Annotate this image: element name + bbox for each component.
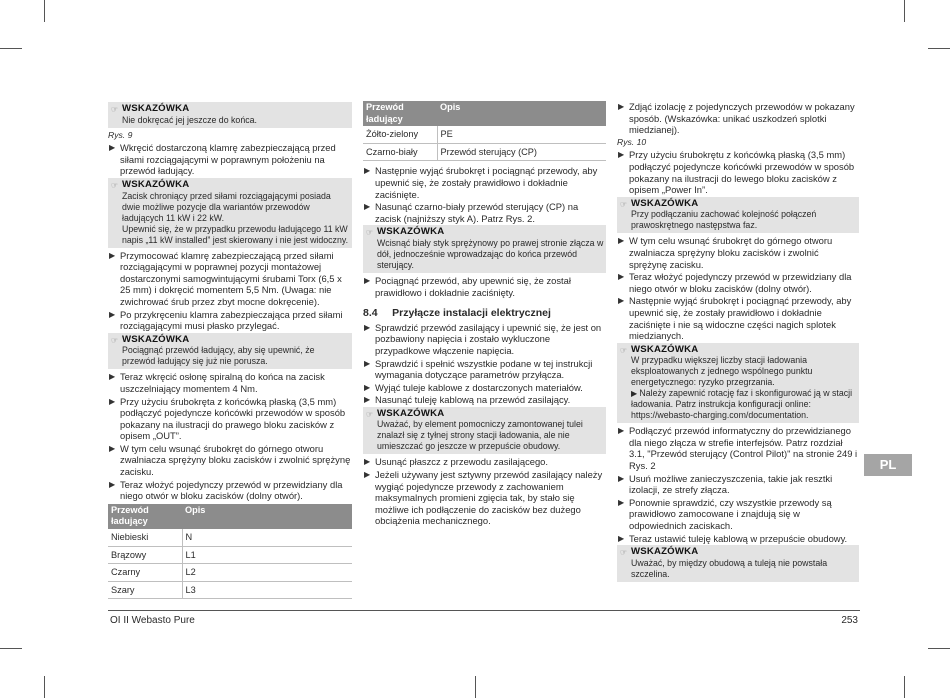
footer-title: OI II Webasto Pure xyxy=(110,615,195,626)
column-3 xyxy=(617,101,859,584)
warning-box xyxy=(617,343,859,424)
warning-title: WSKAZÓWKA xyxy=(631,197,699,209)
warning-text: Upewnić się, że w przypadku przewodu ładującego 11 kW napis „11 kW installed” jest skierowany i nie jest widoczny. xyxy=(122,223,349,245)
warning-box xyxy=(108,333,352,370)
triangle-bullet-icon: ▶ xyxy=(618,150,625,160)
triangle-bullet-icon: ▶ xyxy=(618,102,625,111)
figure-reference: Rys. 10 xyxy=(617,136,647,147)
list-item: ▶ Po przykręceniu klamra zabezpieczająca przed siłami rozciągającymi musi płasko przylegać. xyxy=(109,308,343,332)
crop-mark xyxy=(0,648,22,649)
triangle-bullet-icon: ▶ xyxy=(109,309,116,319)
warning-text: Przy podłączaniu zachować kolejność połączeń prawoskrętnego następstwa faz. xyxy=(631,209,817,231)
crop-mark xyxy=(904,676,905,698)
triangle-bullet-icon: ▶ xyxy=(631,389,640,399)
list-item: ▶ Przy użyciu śrubokręta z końcówką płaską (3,5 mm) podłączyć pojedyncze końcówki przewodów w sposób pokazany na ilustracji do prawego bloku zacisków z opisem „OUT”. xyxy=(109,395,346,442)
crop-mark xyxy=(928,48,950,49)
triangle-bullet-icon: ▶ xyxy=(364,275,371,285)
list-item: ▶ Teraz wkręcić osłonę spiralną do końca na zacisk uszczelniający momentem 4 Nm. xyxy=(109,371,325,394)
list-item: ▶ Pociągnąć przewód, aby upewnić się, że został prawidłowo i dokładnie zaciśnięty. xyxy=(364,274,571,298)
triangle-bullet-icon: ▶ xyxy=(618,296,625,306)
page-number: 253 xyxy=(841,615,858,626)
warning-title: WSKAZÓWKA xyxy=(377,407,445,419)
list-item: ▶ Wyjąć tuleje kablowe z dostarczonych materiałów. xyxy=(364,381,583,393)
warning-box xyxy=(617,545,859,582)
warning-box xyxy=(617,197,859,234)
language-tab: PL xyxy=(864,454,912,476)
column-2 xyxy=(363,101,606,528)
triangle-bullet-icon: ▶ xyxy=(618,497,625,507)
list-item: ▶ Następnie wyjąć śrubokręt i pociągnąć przewody, aby upewnić się, że zostały prawidłowo i dokładnie zaciśnięte i nie są widoczne części nagich splotek miedzianych. xyxy=(618,295,852,342)
warning-text: Uważać, by element pomocniczy zamontowanej tulei znalazł się z tyłnej strony stacji ładowania, ale nie umieszczać go jeszcze w przepuście obudowy. xyxy=(377,419,583,452)
list-item: ▶ Podłączyć przewód informatyczny do przewidzianego dla niego złącza w strefie interfejsów. Patrz rozdział 3.1, "Przewód sterujący (Control Pilot)" na stronie 249 i Rys. 2 xyxy=(618,425,858,472)
triangle-bullet-icon: ▶ xyxy=(364,470,371,480)
crop-mark xyxy=(904,0,905,22)
column-1 xyxy=(108,101,352,603)
section-title: 8.4 Przyłącze instalacji elektrycznej xyxy=(363,307,551,320)
triangle-bullet-icon: ▶ xyxy=(364,358,371,368)
warning-text: Zacisk chroniący przed siłami rozciągającymi posiada dwie możliwe pozycje dla wariantów przewodów ładujących 11 kW i 22 kW. xyxy=(122,190,331,223)
table-row: Czarno-biały Przewód sterujący (CP) xyxy=(363,143,606,161)
hand-pointer-icon: ☞ xyxy=(111,180,119,190)
warning-box xyxy=(108,102,352,128)
warning-box xyxy=(363,225,606,273)
list-item: ▶ Usuń możliwe zanieczyszczenia, takie jak resztki izolacji, ze strefy złącza. xyxy=(618,472,833,496)
figure-reference: Rys. 9 xyxy=(108,129,133,140)
warning-title: WSKAZÓWKA xyxy=(122,178,190,190)
warning-text: Nie dokręcać jej jeszcze do końca. xyxy=(122,114,257,125)
hand-pointer-icon: ☞ xyxy=(620,345,628,355)
list-item: ▶ Teraz ustawić tuleję kablową w przepuście obudowy. xyxy=(618,532,848,544)
triangle-bullet-icon: ▶ xyxy=(109,396,116,406)
table-header: Przewód ładujący xyxy=(363,101,437,126)
crop-mark xyxy=(44,676,45,698)
crop-mark xyxy=(475,676,476,698)
triangle-bullet-icon: ▶ xyxy=(364,202,371,212)
table-header: Opis xyxy=(437,101,606,126)
triangle-bullet-icon: ▶ xyxy=(618,236,625,246)
table-row: Szary L3 xyxy=(108,581,352,599)
crop-mark xyxy=(928,648,950,649)
warning-text: ▶ Należy zapewnić rotację faz i skonfigurować ją w stacji ładowania. Patrz instrukcja konfiguracji online: https://webasto-charging.com/documentation. xyxy=(631,388,853,421)
crop-mark xyxy=(0,48,22,49)
triangle-bullet-icon: ▶ xyxy=(109,479,116,489)
list-item: ▶ Zdjąć izolację z pojedynczych przewodów w pokazany sposób. (Wskazówka: unikać uszkodzeń splotki miedzianej). xyxy=(618,101,855,136)
warning-text: Pociągnąć przewód ładujący, aby się upewnić, że przewód ładujący się już nie porusza. xyxy=(122,345,315,367)
crop-mark xyxy=(44,0,45,22)
triangle-bullet-icon: ▶ xyxy=(364,382,371,392)
list-item: ▶ W tym celu wsunąć śrubokręt do górnego otworu zwalniacza sprężyny bloku zacisków i zwolnić sprężynę zacisku. xyxy=(109,442,351,478)
hand-pointer-icon: ☞ xyxy=(366,228,374,238)
table-header: Przewód ładujący xyxy=(108,504,182,529)
warning-title: WSKAZÓWKA xyxy=(631,343,699,355)
list-item: ▶ Sprawdzić i spełnić wszystkie podane w tej instrukcji wymagania dotyczące parametrów przyłącza. xyxy=(364,357,593,381)
list-item: ▶ Przymocować klamrę zabezpieczającą przed siłami rozciągającymi w poprawnej pozycji montażowej dostarczonymi samogwintującymi śrubami Torx (6,5 x 25 mm) i dokręcić momentem 5,5 Nm. (Uwaga: nie zwichrować śrub przez zbyt mocne dokręcenie). xyxy=(109,249,342,307)
triangle-bullet-icon: ▶ xyxy=(364,166,371,176)
warning-text: Wcisnąć biały styk sprężynowy po prawej stronie złącza w dół, jednocześnie wprowadzając do końca przewód sterujący. xyxy=(377,237,604,270)
table-row: Brązowy L1 xyxy=(108,546,352,564)
list-item: ▶ Następnie wyjąć śrubokręt i pociągnąć przewody, aby upewnić się, że zostały prawidłowo i dokładnie zaciśnięte. xyxy=(364,165,598,200)
triangle-bullet-icon: ▶ xyxy=(618,533,625,543)
triangle-bullet-icon: ▶ xyxy=(364,322,371,332)
list-item: ▶ Nasunąć tuleję kablową na przewód zasilający. xyxy=(364,394,571,406)
warning-box xyxy=(363,407,606,455)
wire-table xyxy=(363,101,606,161)
table-row: Niebieski N xyxy=(108,529,352,546)
warning-text: Uważać, by między obudową a tuleją nie powstała szczelina. xyxy=(631,557,828,579)
triangle-bullet-icon: ▶ xyxy=(618,426,625,436)
list-item: ▶ Teraz włożyć pojedynczy przewód w przewidziany dla niego otwór w bloku zacisków (dolny otwór). xyxy=(618,271,852,294)
triangle-bullet-icon: ▶ xyxy=(618,272,625,282)
warning-title: WSKAZÓWKA xyxy=(122,103,190,114)
triangle-bullet-icon: ▶ xyxy=(109,443,116,453)
list-item: ▶ Sprawdzić przewód zasilający i upewnić się, że jest on pozbawiony napięcia i zostało wykluczone przypadkowe włączenie napięcia. xyxy=(364,321,602,356)
wire-table xyxy=(108,504,352,600)
warning-title: WSKAZÓWKA xyxy=(377,226,445,238)
list-item: ▶ Ponownie sprawdzić, czy wszystkie przewody są prawidłowo zamocowane i znajdują się w odpowiednich zaciskach. xyxy=(618,496,832,532)
table-row: Żółto-zielony PE xyxy=(363,126,606,143)
triangle-bullet-icon: ▶ xyxy=(364,457,371,467)
triangle-bullet-icon: ▶ xyxy=(109,250,116,260)
warning-text: W przypadku większej liczby stacji ładowania eksploatowanych z jednego wspólnego punktu energetycznego: ryzyko przegrzania. xyxy=(631,355,813,388)
list-item: ▶ Wkręcić dostarczoną klamrę zabezpieczającą przed siłami rozciągającymi w poprawnym położeniu na przewód ładujący. xyxy=(109,142,336,177)
hand-pointer-icon: ☞ xyxy=(620,199,628,209)
triangle-bullet-icon: ▶ xyxy=(364,395,371,405)
list-item: ▶ Teraz włożyć pojedynczy przewód w przewidziany dla niego otwór w bloku zacisków (dolny otwór). xyxy=(109,478,343,502)
list-item: ▶ Jeżeli używany jest sztywny przewód zasilający należy wygiąć pojedyncze przewody z zachowaniem maksymalnych promieni zgięcia tak, by stało się możliwe ich podłączenie do zacisków bez dużego obciążenia mechanicznego. xyxy=(364,469,603,527)
hand-pointer-icon: ☞ xyxy=(620,548,628,558)
hand-pointer-icon: ☞ xyxy=(366,409,374,419)
list-item: ▶ Nasunąć czarno-biały przewód sterujący (CP) na zacisk (najniższy styk A). Patrz Rys. 2. xyxy=(364,201,579,224)
hand-pointer-icon: ☞ xyxy=(111,335,119,345)
triangle-bullet-icon: ▶ xyxy=(109,372,116,382)
hand-pointer-icon: ☞ xyxy=(111,105,119,114)
list-item: ▶ W tym celu wsunąć śrubokręt do górnego otworu zwalniacza sprężyny bloku zacisków i zwolnić sprężynę zacisku. xyxy=(618,235,833,270)
triangle-bullet-icon: ▶ xyxy=(109,143,116,153)
table-row: Czarny L2 xyxy=(108,564,352,582)
triangle-bullet-icon: ▶ xyxy=(618,473,625,483)
table-header: Opis xyxy=(182,504,352,529)
warning-box xyxy=(108,178,352,248)
list-item: ▶ Przy użyciu śrubokrętu z końcówką płaską (3,5 mm) podłączyć pojedyncze końcówki przewodów w sposób pokazany na ilustracji do lewego bloku zacisków z opisem „Power In”. xyxy=(618,149,855,196)
list-item: ▶ Usunąć płaszcz z przewodu zasilającego. xyxy=(364,456,549,468)
page-footer xyxy=(108,610,860,629)
warning-title: WSKAZÓWKA xyxy=(122,333,190,345)
warning-title: WSKAZÓWKA xyxy=(631,546,699,558)
